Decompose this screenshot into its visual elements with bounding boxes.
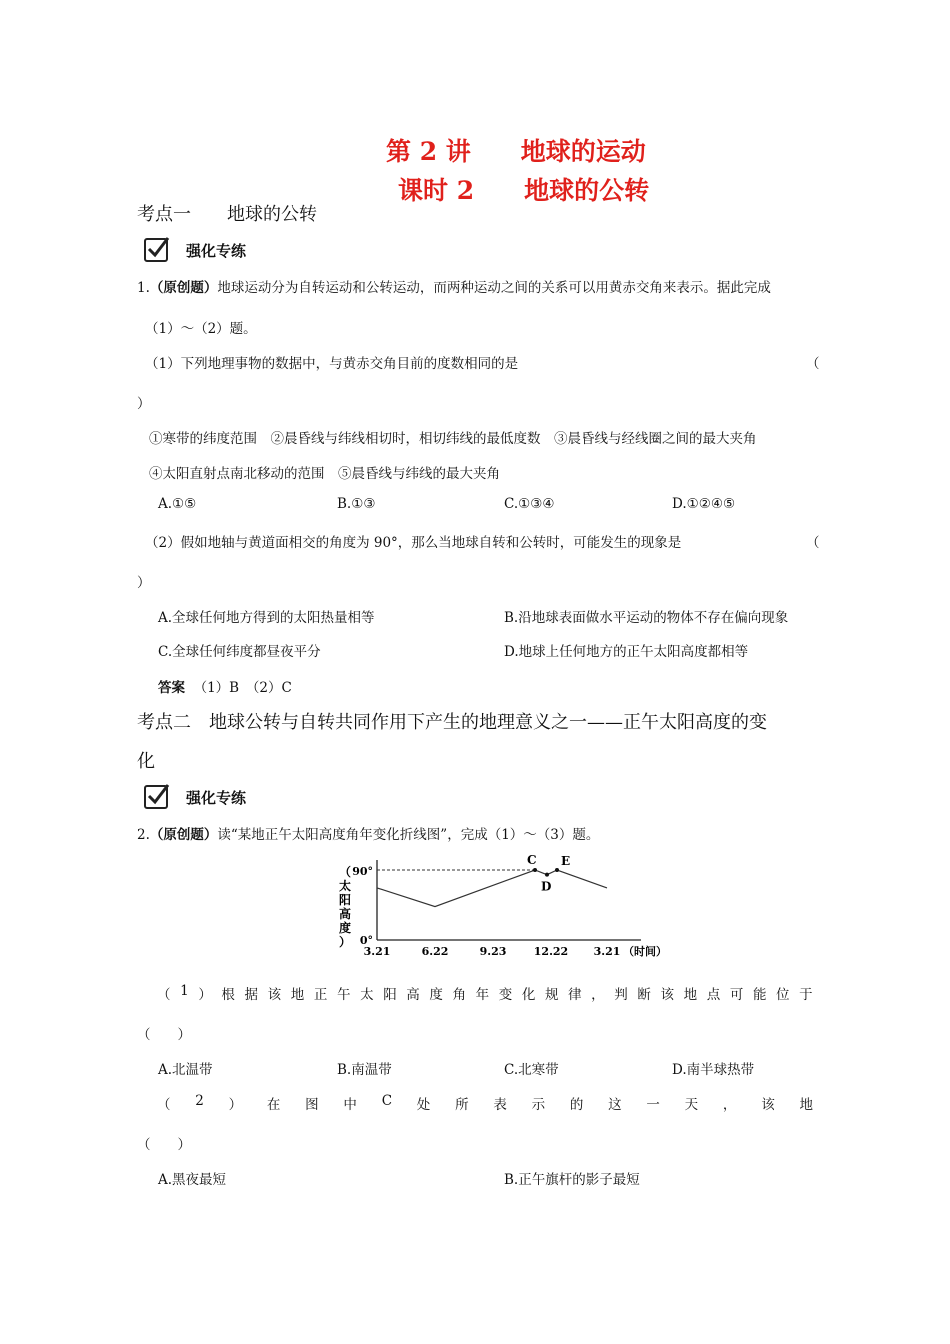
page-title: 第 2 讲 地球的运动 <box>386 137 646 166</box>
x-tick-label: 3.21 <box>363 945 391 958</box>
q2-sub2-char: （ <box>157 1097 171 1113</box>
q1-answer <box>158 676 292 696</box>
y-tick-label: 90° <box>352 865 373 878</box>
point-c <box>533 868 537 872</box>
q1-sub2-bracket-open: （ <box>806 535 820 551</box>
q2-sub1-char: 太 <box>360 987 374 1003</box>
q2-sub1-char: 于 <box>799 987 813 1003</box>
q2-sub1-char: 化 <box>521 987 536 1003</box>
q2-sub1-option-b: B.南温带 <box>337 1062 392 1078</box>
q2-sub2-char: 示 <box>531 1097 546 1113</box>
section-2-heading-line1: 考点二 地球公转与自转共同作用下产生的地理意义之一——正午太阳高度的变 <box>137 712 767 733</box>
q2-sub1-char: 可 <box>729 987 744 1003</box>
q2-sub1-char: （ <box>157 987 171 1003</box>
point-label-c: C <box>527 853 537 867</box>
q1-sub2-bracket-close: ） <box>137 575 151 591</box>
q2-sub1-char: 1 <box>180 983 189 999</box>
q2-sub1-char: 角 <box>452 987 467 1003</box>
q2-sub1-char: ， <box>591 987 605 1003</box>
y-tick-label: 0° <box>359 934 373 947</box>
q2-sub2-char: C <box>381 1093 393 1109</box>
q1-number: 1. <box>137 280 150 296</box>
q1-sub1-option-b: B.①③ <box>337 496 376 512</box>
x-tick-label: 9.23 <box>479 945 507 958</box>
checkbox-icon <box>144 785 168 809</box>
practice-label: 强化专练 <box>186 789 247 807</box>
q2-sub2-option-b: B.正午旗杆的影子最短 <box>504 1172 640 1188</box>
q2-sub1-char: 地 <box>683 987 698 1003</box>
y-axis-title-char: 太 <box>338 879 352 893</box>
q2-sub1-char: ） <box>198 987 212 1003</box>
q1-sub1-option-a: A.①⑤ <box>158 496 197 512</box>
q2-sub1-bracket: （ ） <box>137 1027 191 1043</box>
practice-label: 强化专练 <box>186 242 247 260</box>
q2-sub1-char: 位 <box>776 987 790 1003</box>
q2-sub2-char: 图 <box>305 1097 319 1113</box>
q2-sub1-char: 变 <box>498 987 513 1003</box>
q2-sub2-bracket: （ ） <box>137 1137 191 1153</box>
q1-stem-line1 <box>137 276 771 296</box>
q2-sub1-char: 午 <box>336 987 351 1003</box>
x-tick-label: 12.22 <box>533 945 569 958</box>
q2-sub2-char: 2 <box>195 1093 204 1109</box>
q2-sub1-char: 据 <box>244 987 259 1003</box>
q1-sub2-question: （2）假如地轴与黄道面相交的角度为 90°，那么当地球自转和公转时，可能发生的现象是 <box>145 535 682 551</box>
q2-sub1-char: 正 <box>313 987 328 1003</box>
q2-sub1-char: 规 <box>544 987 559 1003</box>
q2-sub2-char: 该 <box>761 1097 775 1113</box>
section-2-heading-line2: 化 <box>137 751 155 772</box>
q2-sub1-char: 律 <box>568 987 582 1003</box>
y-axis-title-char: 阳 <box>338 893 352 907</box>
y-axis-title-char: （ <box>338 865 352 879</box>
q2-stem <box>137 823 599 843</box>
point-label-d: D <box>541 879 552 894</box>
q1-sub1-option-c: C.①③④ <box>504 496 555 512</box>
q2-sub1-char: 点 <box>706 987 721 1003</box>
q1-stem-line2: （1）～（2）题。 <box>145 321 257 337</box>
q2-sub1-option-a: A.北温带 <box>158 1062 213 1078</box>
q2-sub1-char: 度 <box>429 987 443 1003</box>
q1-sub2-option-a: A.全球任何地方得到的太阳热量相等 <box>158 610 375 626</box>
q1-sub1-bracket-close: ） <box>137 396 151 412</box>
q2-sub1-char: 该 <box>267 987 282 1003</box>
q2-sub2-char: 一 <box>646 1097 660 1113</box>
x-tick-label: 3.21 <box>593 945 621 958</box>
q2-sub2-option-a: A.黑夜最短 <box>158 1172 227 1188</box>
q2-sub2-char: 这 <box>608 1097 622 1113</box>
q2-sub2-char: 处 <box>416 1097 431 1113</box>
q2-sub2-char: 表 <box>493 1097 507 1113</box>
q2-sub2-char: 的 <box>569 1097 584 1113</box>
q2-sub2-char: 中 <box>343 1097 357 1113</box>
section-1-heading: 考点一 地球的公转 <box>137 204 317 225</box>
q2-sub1-question <box>157 983 813 1003</box>
q2-sub1-char: 断 <box>637 987 651 1003</box>
q2-sub2-question <box>157 1093 813 1113</box>
q2-sub1-char: 阳 <box>383 987 397 1003</box>
q2-sub1-char: 地 <box>290 987 305 1003</box>
q1-sub1-items-line1: ①寒带的纬度范围 ②晨昏线与纬线相切时，相切纬线的最低度数 ③晨昏线与经线圈之间的最大夹角 <box>149 431 757 447</box>
y-axis-title-char: ） <box>338 935 352 949</box>
q2-sub2-char: ） <box>228 1097 243 1113</box>
q2-sub2-char: 在 <box>266 1097 281 1113</box>
q1-sub2-option-c: C.全球任何纬度都昼夜平分 <box>158 644 321 660</box>
q2-sub1-char: 根 <box>221 987 235 1003</box>
y-axis-title <box>339 864 351 949</box>
svg-text:（太阳高度） <box>339 864 351 949</box>
q2-sub2-char: 所 <box>455 1097 469 1113</box>
point-d <box>545 873 549 877</box>
q2-sub1-char: 高 <box>406 987 420 1003</box>
q2-sub1-option-d: D.南半球热带 <box>672 1062 755 1078</box>
answer-label: 答案 <box>158 680 185 696</box>
solar-altitude-chart <box>325 852 685 962</box>
q2-sub2-char: ， <box>722 1097 737 1113</box>
q1-sub1-items-line2: ④太阳直射点南北移动的范围 ⑤晨昏线与纬线的最大夹角 <box>149 466 500 482</box>
q1-tag: （原创题） <box>149 280 218 296</box>
q1-sub1-bracket-open: （ <box>806 356 820 372</box>
answer-text: （1）B （2）C <box>193 680 292 696</box>
q2-tag: （原创题） <box>149 827 218 843</box>
q2-stem-text: 读“某地正午太阳高度角年变化折线图”，完成（1）～（3）题。 <box>217 827 600 843</box>
q2-sub2-char: 地 <box>799 1097 813 1113</box>
q1-sub2-option-b: B.沿地球表面做水平运动的物体不存在偏向现象 <box>504 610 789 626</box>
q1-sub1-question: （1）下列地理事物的数据中，与黄赤交角目前的度数相同的是 <box>145 356 519 372</box>
q2-number: 2. <box>137 827 150 843</box>
q2-sub2-char: 天 <box>684 1097 699 1113</box>
y-axis-title-char: 高 <box>338 907 352 921</box>
checkbox-icon <box>144 238 168 262</box>
y-axis-title-char: 度 <box>338 921 352 935</box>
page-subtitle: 课时 2 地球的公转 <box>398 176 650 205</box>
q1-sub2-option-d: D.地球上任何地方的正午太阳高度都相等 <box>504 644 749 660</box>
q2-sub1-option-c: C.北寒带 <box>504 1062 559 1078</box>
q1-sub1-option-d: D.①②④⑤ <box>672 496 736 512</box>
q1-stem-text: 地球运动分为自转运动和公转运动，而两种运动之间的关系可以用黄赤交角来表示。据此完成 <box>217 280 771 296</box>
point-e <box>555 868 559 872</box>
series-line <box>377 870 607 907</box>
x-axis-title: （时间） <box>623 945 667 958</box>
q2-sub1-char: 能 <box>752 987 767 1003</box>
q2-sub1-char: 年 <box>475 987 490 1003</box>
point-label-e: E <box>561 854 571 868</box>
q2-sub1-char: 该 <box>660 987 674 1003</box>
q2-sub1-char: 判 <box>614 987 628 1003</box>
x-tick-label: 6.22 <box>421 945 449 958</box>
